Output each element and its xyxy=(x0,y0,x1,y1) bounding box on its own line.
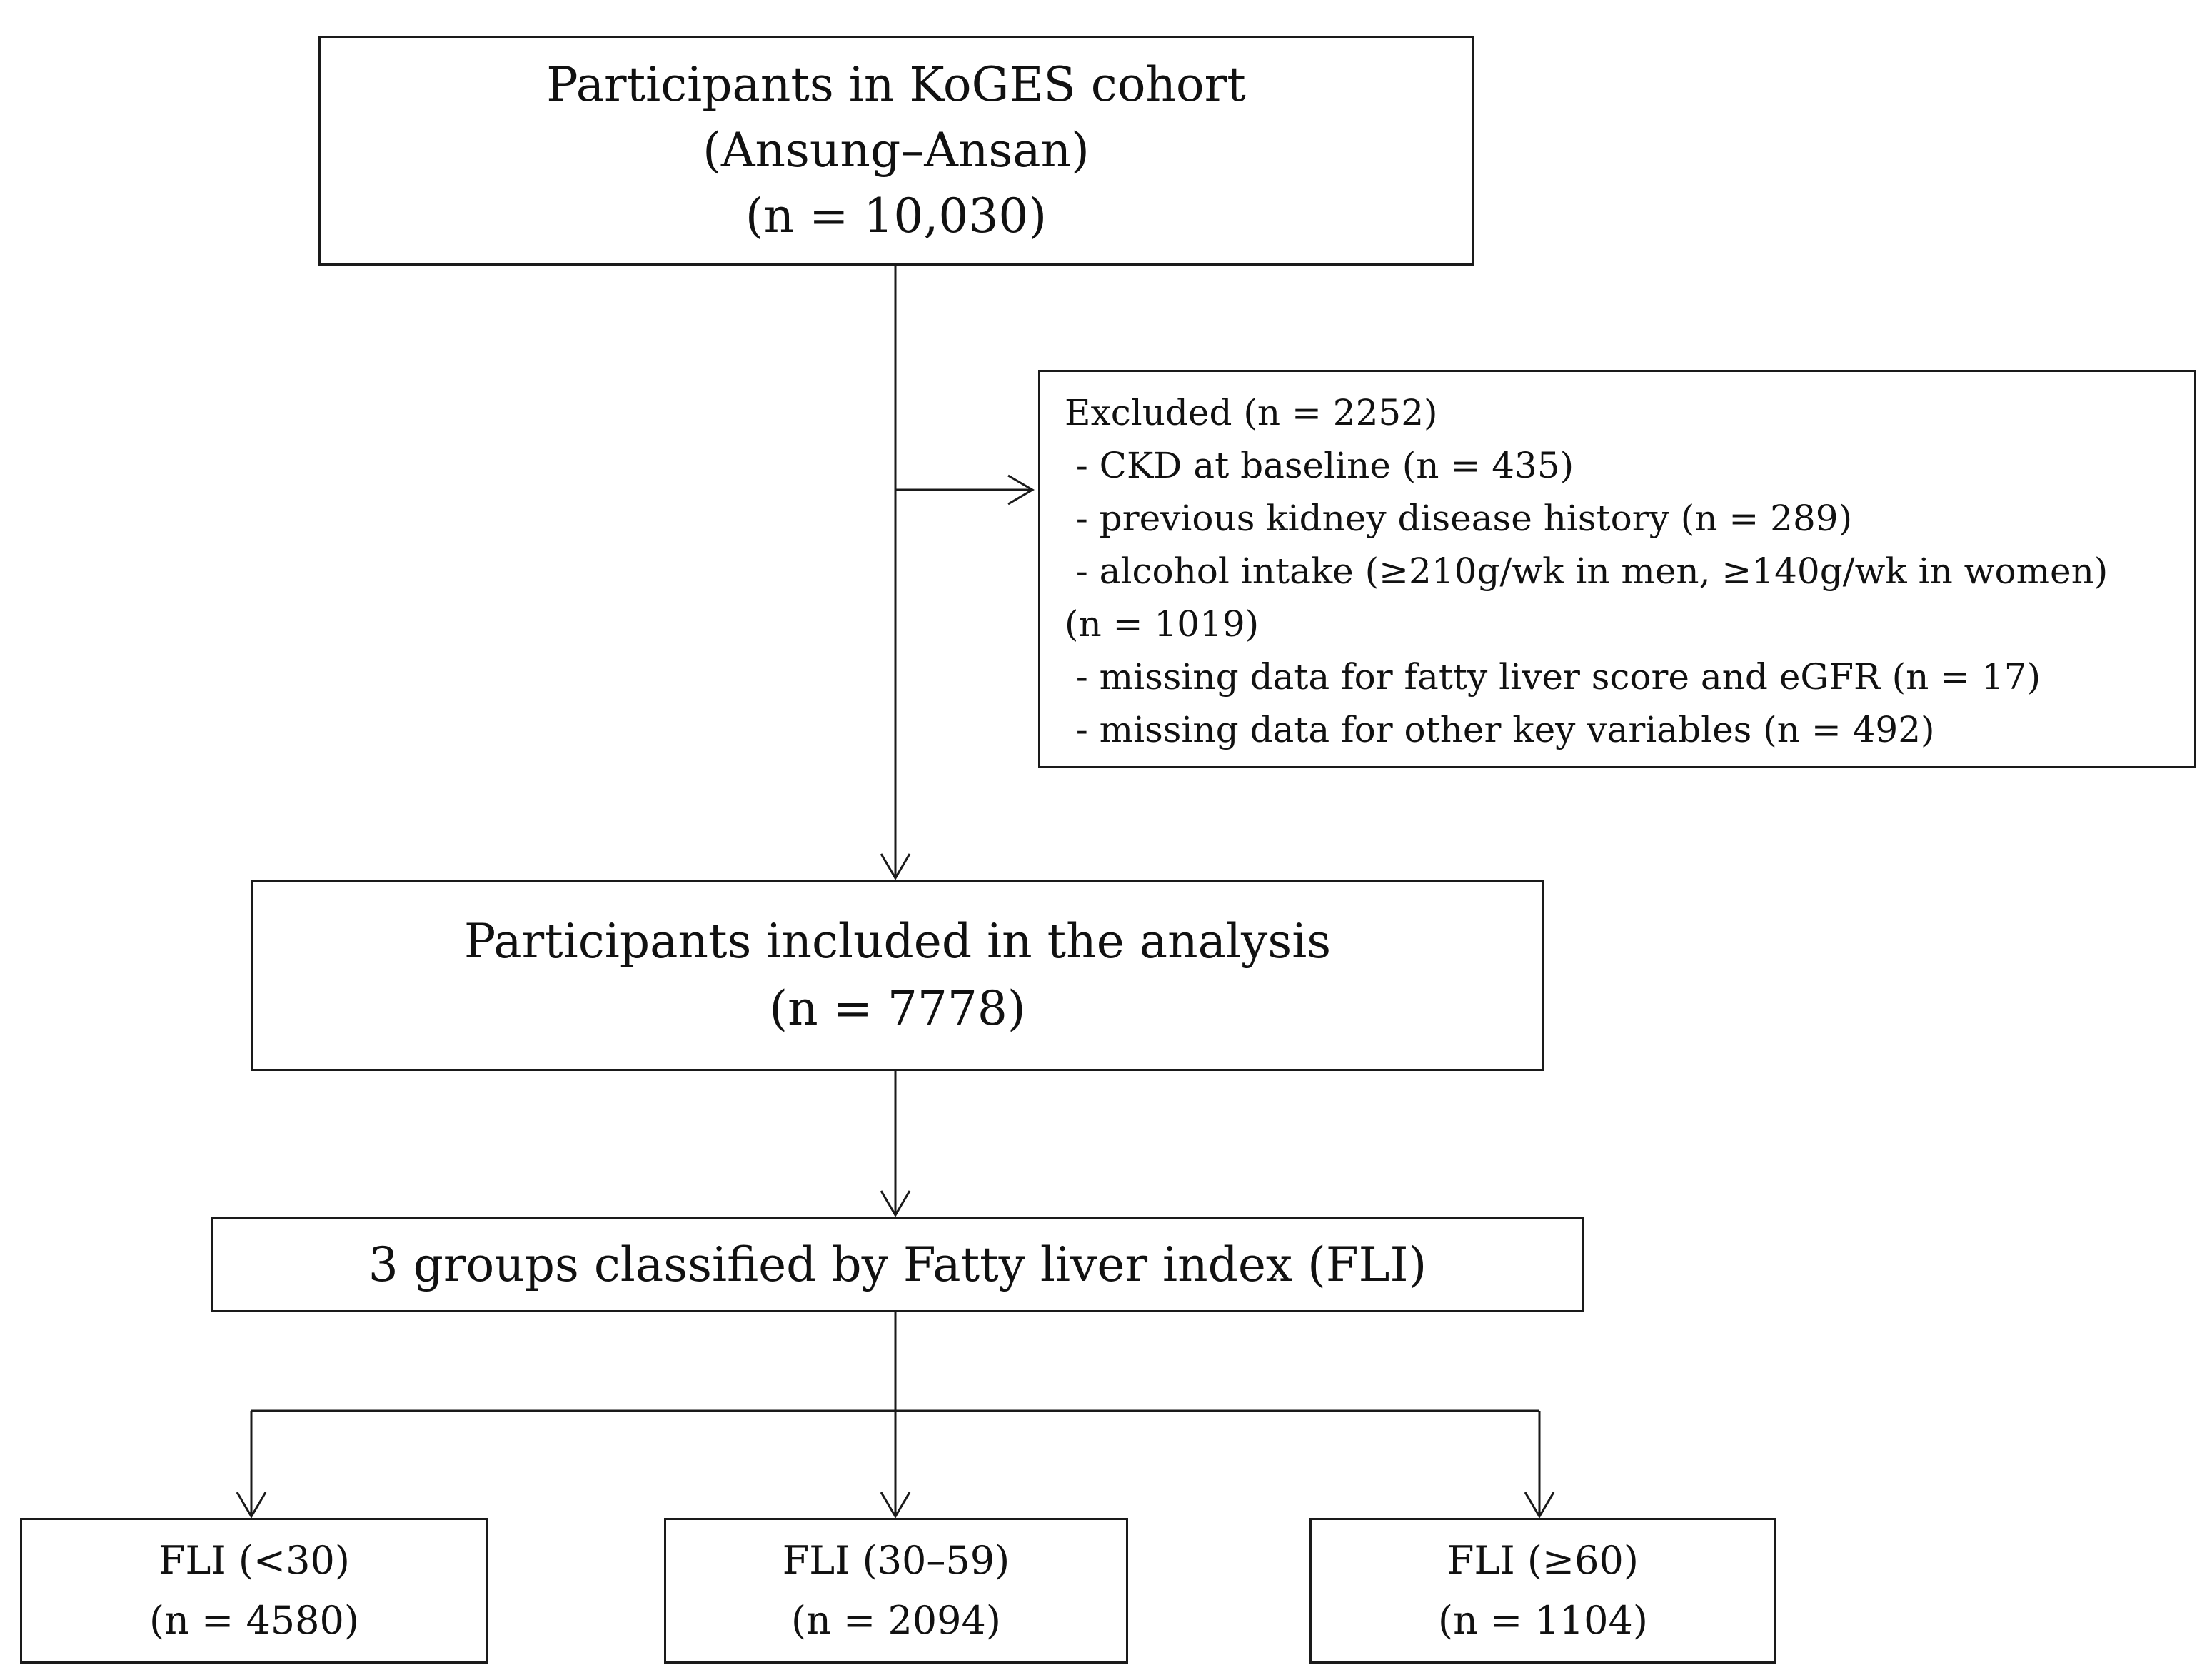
groups-box xyxy=(211,1217,1584,1312)
fli-mid-count: (n = 2094) xyxy=(791,1598,1001,1643)
excluded-item-ckd: - CKD at baseline (n = 435) xyxy=(1065,445,1574,486)
fli-low-box xyxy=(20,1518,488,1664)
excluded-item-missing-fli-egfr: - missing data for fatty liver score and eGFR (n = 17) xyxy=(1065,656,2041,698)
included-box xyxy=(251,880,1544,1071)
excluded-box xyxy=(1038,370,2196,768)
excluded-item-missing-key-vars: - missing data for other key variables (n = 492) xyxy=(1065,709,1935,750)
cohort-box xyxy=(318,36,1474,266)
excluded-item-alcohol: - alcohol intake (≥210g/wk in men, ≥140g/wk in women) xyxy=(1065,550,2108,592)
excluded-item-alcohol-count: (n = 1019) xyxy=(1065,603,1260,645)
fli-high-count: (n = 1104) xyxy=(1438,1598,1648,1643)
fli-low-count: (n = 4580) xyxy=(149,1598,359,1643)
included-title: Participants included in the analysis xyxy=(463,914,1332,969)
cohort-count: (n = 10,030) xyxy=(745,188,1047,243)
fli-mid-box xyxy=(664,1518,1128,1664)
fli-mid-label: FLI (30–59) xyxy=(782,1538,1010,1583)
fli-low-label: FLI (<30) xyxy=(159,1538,350,1583)
groups-label: 3 groups classified by Fatty liver index (FLI) xyxy=(368,1237,1427,1292)
included-count: (n = 7778) xyxy=(769,981,1026,1036)
cohort-subtitle: (Ansung–Ansan) xyxy=(703,123,1090,178)
fli-high-box xyxy=(1309,1518,1776,1664)
excluded-item-kidney-history: - previous kidney disease history (n = 289) xyxy=(1065,498,1853,539)
fli-high-label: FLI (≥60) xyxy=(1447,1538,1639,1583)
cohort-title: Participants in KoGES cohort xyxy=(546,57,1246,112)
excluded-title: Excluded (n = 2252) xyxy=(1065,392,1438,433)
